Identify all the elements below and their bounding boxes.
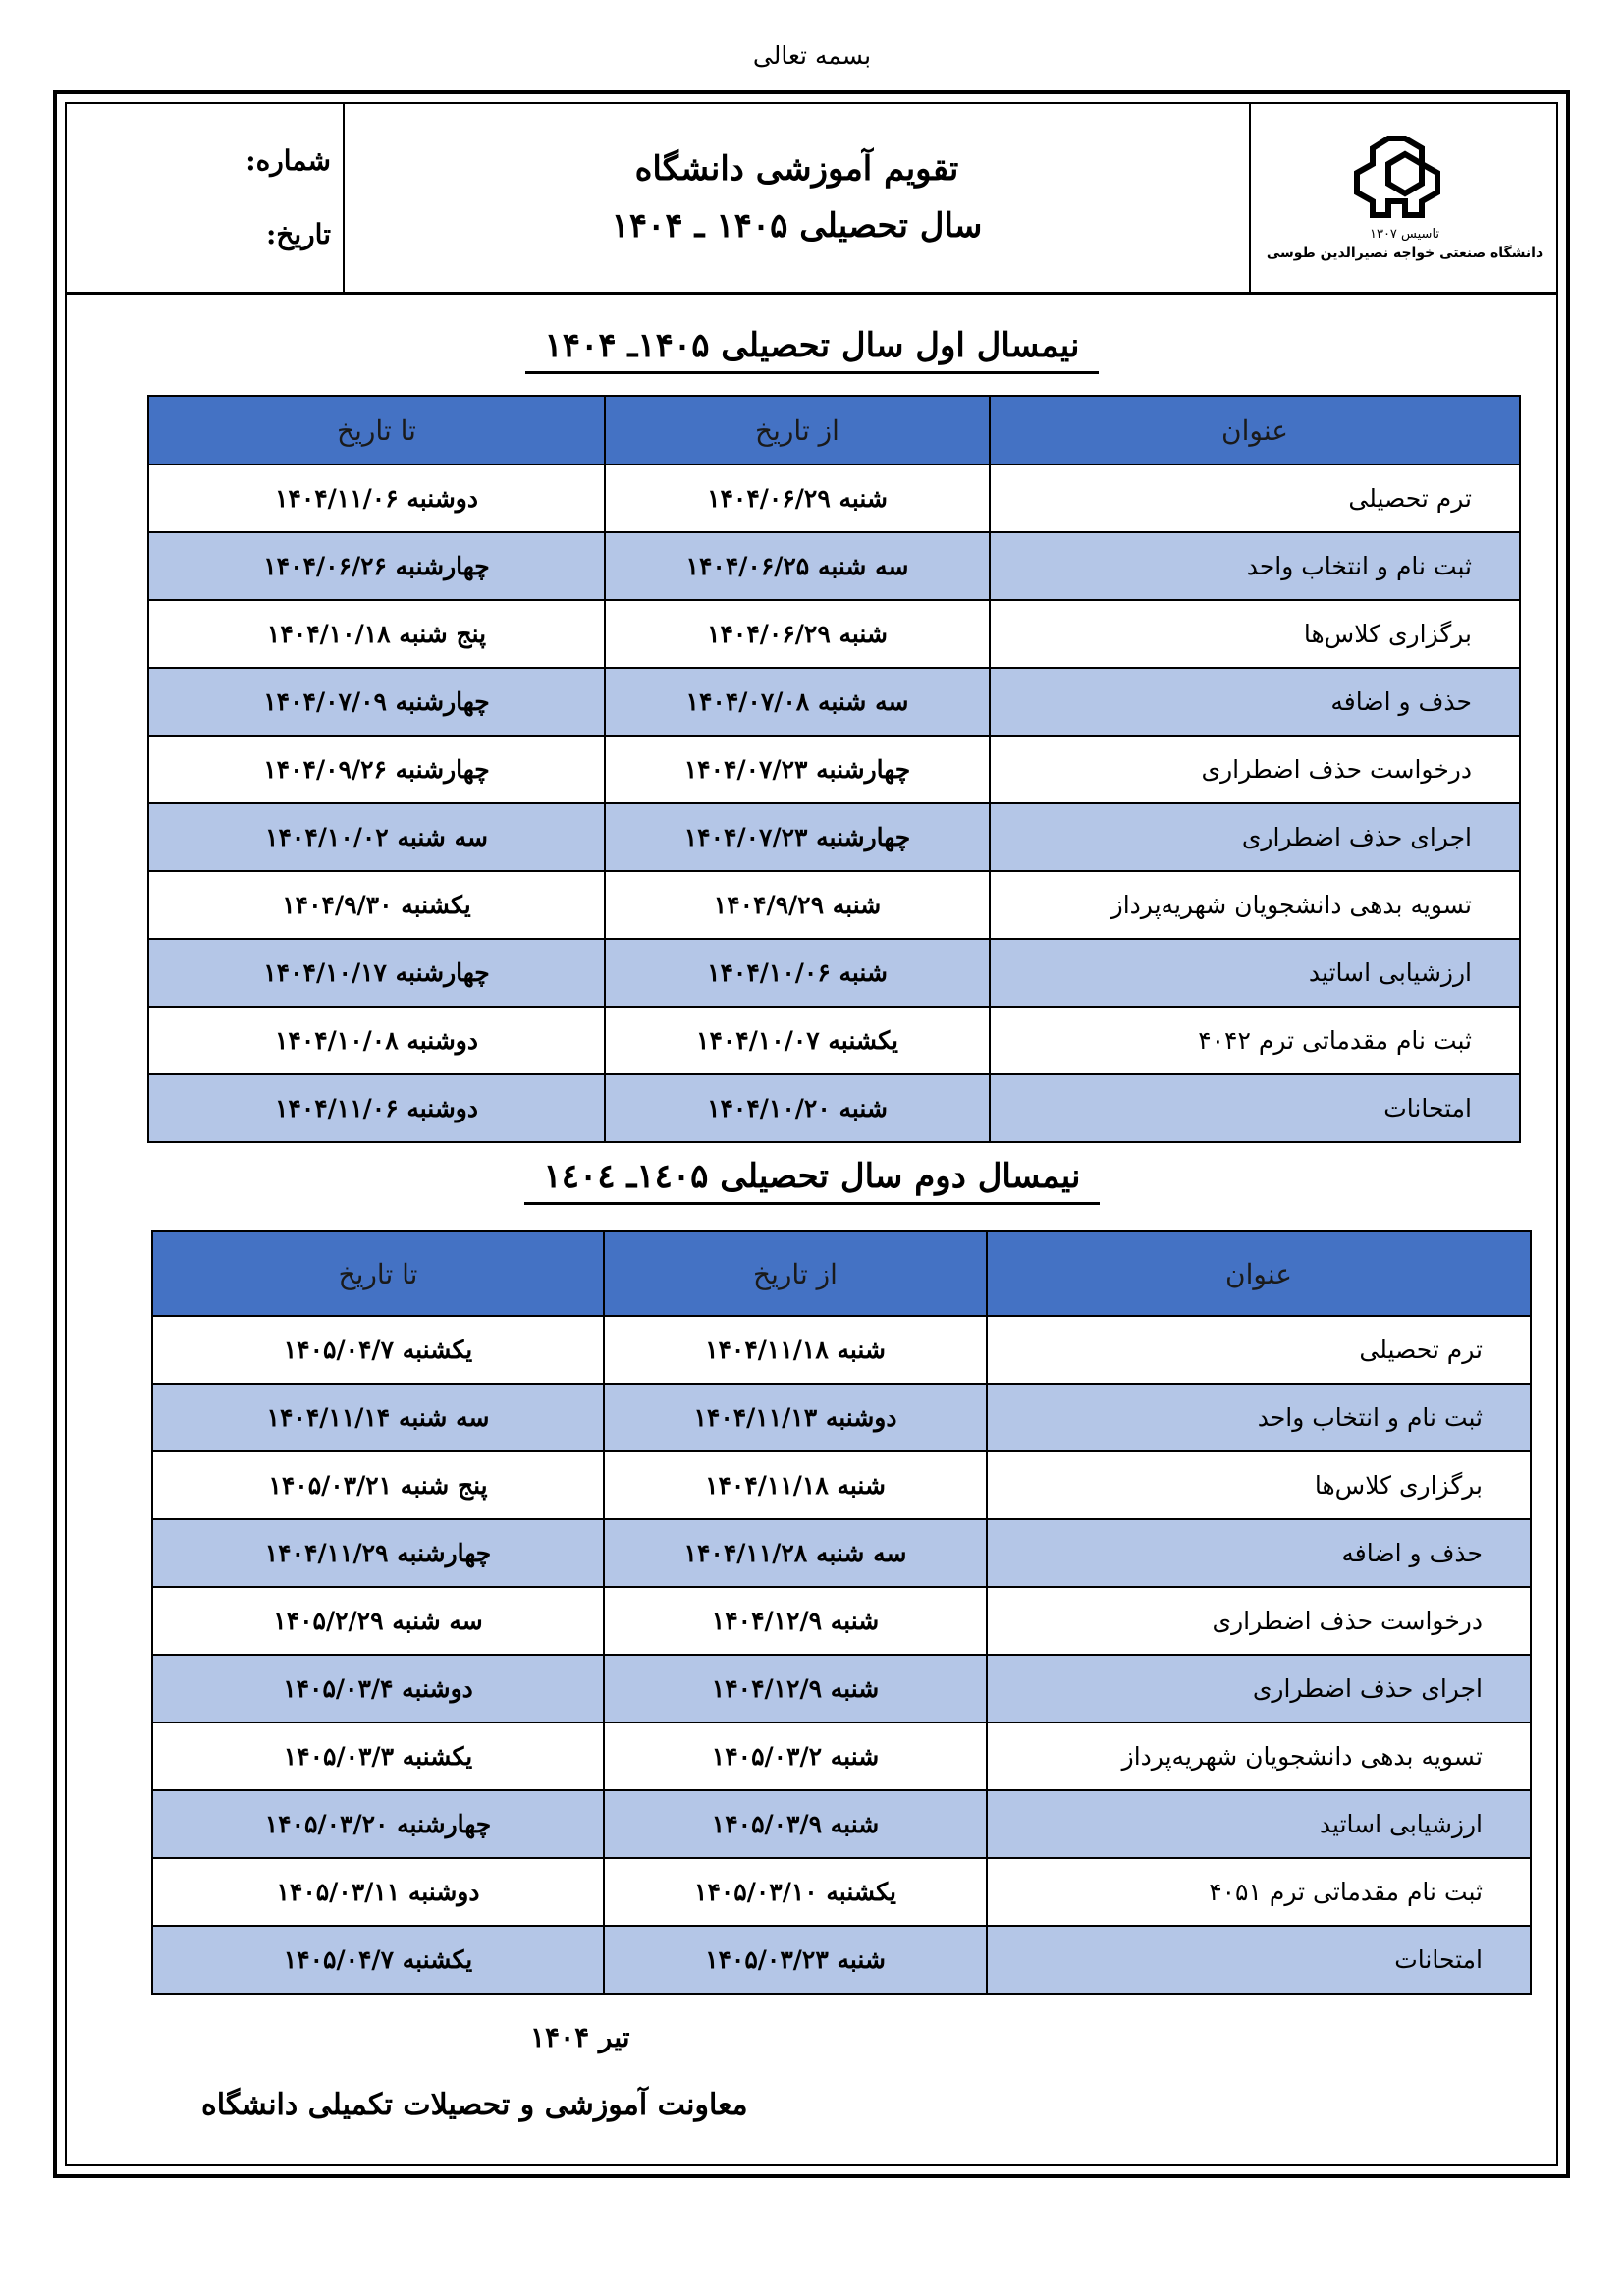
row-from-date-cell: دوشنبه ۱۴۰۴/۱۱/۱۳: [604, 1384, 987, 1451]
column-header-to: تا تاریخ: [148, 396, 605, 465]
university-logo-icon: [1351, 133, 1459, 221]
row-from-date-cell: شنبه ۱۴۰۴/۱۲/۹: [604, 1587, 987, 1655]
table-row: [152, 1587, 1531, 1655]
table-row: [152, 1384, 1531, 1451]
row-title-cell: تسویه بدهی دانشجویان شهریه‌پرداز: [990, 871, 1520, 939]
semester1-heading-text: نیمسال اول سال تحصیلی ۱۴۰۵ـ ۱۴۰۴: [525, 326, 1100, 374]
column-header-title: عنوان: [987, 1231, 1531, 1316]
row-from-date-cell: شنبه ۱۴۰۵/۰۳/۲۳: [604, 1926, 987, 1994]
row-title-cell: تسویه بدهی دانشجویان شهریه‌پرداز: [987, 1722, 1531, 1790]
table-row: [148, 736, 1520, 803]
row-from-date-cell: سه شنبه ۱۴۰۴/۱۱/۲۸: [604, 1519, 987, 1587]
column-header-title: عنوان: [990, 396, 1520, 465]
row-to-date-cell: چهارشنبه ۱۴۰۴/۰۹/۲۶: [148, 736, 605, 803]
row-title-cell: امتحانات: [990, 1074, 1520, 1142]
row-title-cell: حذف و اضافه: [990, 668, 1520, 736]
table-row: [152, 1316, 1531, 1384]
table-row: [148, 1007, 1520, 1074]
row-title-cell: ترم تحصیلی: [987, 1316, 1531, 1384]
row-from-date-cell: شنبه ۱۴۰۴/۱۰/۲۰: [605, 1074, 990, 1142]
row-title-cell: درخواست حذف اضطراری: [987, 1587, 1531, 1655]
row-to-date-cell: دوشنبه ۱۴۰۴/۱۰/۰۸: [148, 1007, 605, 1074]
row-to-date-cell: یکشنبه ۱۴۰۴/۹/۳۰: [148, 871, 605, 939]
row-from-date-cell: شنبه ۱۴۰۴/۱۱/۱۸: [604, 1451, 987, 1519]
row-title-cell: حذف و اضافه: [987, 1519, 1531, 1587]
row-title-cell: برگزاری کلاس‌ها: [987, 1451, 1531, 1519]
column-header-from: از تاریخ: [604, 1231, 987, 1316]
table-row: [148, 600, 1520, 668]
row-title-cell: ثبت نام مقدماتی ترم ۴۰۴۲: [990, 1007, 1520, 1074]
row-title-cell: ثبت نام و انتخاب واحد: [987, 1384, 1531, 1451]
row-to-date-cell: یکشنبه ۱۴۰۵/۰۳/۳: [152, 1722, 604, 1790]
row-title-cell: ثبت نام و انتخاب واحد: [990, 532, 1520, 600]
semester2-heading-text: نیمسال دوم سال تحصیلی ۱٤۰۵ـ ۱٤۰٤: [524, 1157, 1101, 1205]
row-to-date-cell: دوشنبه ۱۴۰۴/۱۱/۰۶: [148, 1074, 605, 1142]
table-row: [152, 1858, 1531, 1926]
table-row: [152, 1655, 1531, 1722]
table-header-row: [152, 1231, 1531, 1316]
footer-month: تیر ۱۴۰۴: [530, 2021, 630, 2053]
row-to-date-cell: چهارشنبه ۱۴۰۴/۱۰/۱۷: [148, 939, 605, 1007]
row-from-date-cell: سه شنبه ۱۴۰۴/۰۷/۰۸: [605, 668, 990, 736]
row-title-cell: ترم تحصیلی: [990, 465, 1520, 532]
header-title-block: [345, 102, 1249, 292]
row-title-cell: ثبت نام مقدماتی ترم ۴۰۵۱: [987, 1858, 1531, 1926]
table-row: [152, 1451, 1531, 1519]
logo-block: [1249, 102, 1558, 292]
row-from-date-cell: شنبه ۱۴۰۴/۰۶/۲۹: [605, 600, 990, 668]
date-label: تاریخ:: [265, 217, 331, 250]
row-from-date-cell: یکشنبه ۱۴۰۴/۱۰/۰۷: [605, 1007, 990, 1074]
page-subtitle: سال تحصیلی ۱۴۰۵ ـ ۱۴۰۴: [611, 205, 983, 246]
row-to-date-cell: دوشنبه ۱۴۰۵/۰۳/۱۱: [152, 1858, 604, 1926]
table-row: [148, 939, 1520, 1007]
document-header: [65, 102, 1558, 295]
row-from-date-cell: یکشنبه ۱۴۰۵/۰۳/۱۰: [604, 1858, 987, 1926]
row-to-date-cell: دوشنبه ۱۴۰۵/۰۳/۴: [152, 1655, 604, 1722]
footer-signature: معاونت آموزشی و تحصیلات تکمیلی دانشگاه: [201, 2088, 748, 2122]
row-from-date-cell: شنبه ۱۴۰۴/۱۱/۱۸: [604, 1316, 987, 1384]
table-row: [148, 465, 1520, 532]
row-to-date-cell: سه شنبه ۱۴۰۴/۱۱/۱۴: [152, 1384, 604, 1451]
row-from-date-cell: شنبه ۱۴۰۴/۰۶/۲۹: [605, 465, 990, 532]
row-to-date-cell: پنج شنبه ۱۴۰۵/۰۳/۲۱: [152, 1451, 604, 1519]
table-row: [148, 871, 1520, 939]
row-from-date-cell: شنبه ۱۴۰۴/۹/۲۹: [605, 871, 990, 939]
row-title-cell: درخواست حذف اضطراری: [990, 736, 1520, 803]
row-to-date-cell: دوشنبه ۱۴۰۴/۱۱/۰۶: [148, 465, 605, 532]
table-row: [152, 1790, 1531, 1858]
row-to-date-cell: سه شنبه ۱۴۰۵/۲/۲۹: [152, 1587, 604, 1655]
logo-founded: تاسیس ۱۳۰۷: [1369, 227, 1440, 242]
row-to-date-cell: چهارشنبه ۱۴۰۴/۰۶/۲۶: [148, 532, 605, 600]
row-title-cell: اجرای حذف اضطراری: [990, 803, 1520, 871]
row-to-date-cell: چهارشنبه ۱۴۰۴/۱۱/۲۹: [152, 1519, 604, 1587]
row-title-cell: امتحانات: [987, 1926, 1531, 1994]
logo-university-name: دانشگاه صنعتی خواجه نصیرالدین طوسی: [1266, 246, 1543, 261]
table-header-row: [148, 396, 1520, 465]
row-from-date-cell: شنبه ۱۴۰۵/۰۳/۹: [604, 1790, 987, 1858]
table-row: [152, 1722, 1531, 1790]
row-from-date-cell: چهارشنبه ۱۴۰۴/۰۷/۲۳: [605, 736, 990, 803]
row-title-cell: ارزشیابی اساتید: [987, 1790, 1531, 1858]
column-header-from: از تاریخ: [605, 396, 990, 465]
row-to-date-cell: چهارشنبه ۱۴۰۵/۰۳/۲۰: [152, 1790, 604, 1858]
number-label: شماره:: [245, 143, 331, 177]
table-row: [148, 1074, 1520, 1142]
row-to-date-cell: یکشنبه ۱۴۰۵/۰۴/۷: [152, 1926, 604, 1994]
top-note: بسمه تعالی: [752, 41, 872, 70]
row-from-date-cell: سه شنبه ۱۴۰۴/۰۶/۲۵: [605, 532, 990, 600]
column-header-to: تا تاریخ: [152, 1231, 604, 1316]
row-title-cell: برگزاری کلاس‌ها: [990, 600, 1520, 668]
semester1-table: [147, 395, 1521, 1143]
row-from-date-cell: شنبه ۱۴۰۴/۱۲/۹: [604, 1655, 987, 1722]
table-row: [152, 1926, 1531, 1994]
semester1-heading: [0, 326, 1624, 374]
row-to-date-cell: پنج شنبه ۱۴۰۴/۱۰/۱۸: [148, 600, 605, 668]
row-to-date-cell: سه شنبه ۱۴۰۴/۱۰/۰۲: [148, 803, 605, 871]
row-to-date-cell: چهارشنبه ۱۴۰۴/۰۷/۰۹: [148, 668, 605, 736]
row-from-date-cell: چهارشنبه ۱۴۰۴/۰۷/۲۳: [605, 803, 990, 871]
semester2-heading: [0, 1157, 1624, 1205]
table-row: [152, 1519, 1531, 1587]
table-row: [148, 532, 1520, 600]
table-row: [148, 803, 1520, 871]
row-from-date-cell: شنبه ۱۴۰۴/۱۰/۰۶: [605, 939, 990, 1007]
row-title-cell: اجرای حذف اضطراری: [987, 1655, 1531, 1722]
semester2-table: [151, 1230, 1532, 1995]
row-to-date-cell: یکشنبه ۱۴۰۵/۰۴/۷: [152, 1316, 604, 1384]
table-row: [148, 668, 1520, 736]
page-title: تقویم آموزشی دانشگاه: [634, 148, 959, 189]
row-title-cell: ارزشیابی اساتید: [990, 939, 1520, 1007]
row-from-date-cell: شنبه ۱۴۰۵/۰۳/۲: [604, 1722, 987, 1790]
header-meta-block: [65, 102, 345, 292]
